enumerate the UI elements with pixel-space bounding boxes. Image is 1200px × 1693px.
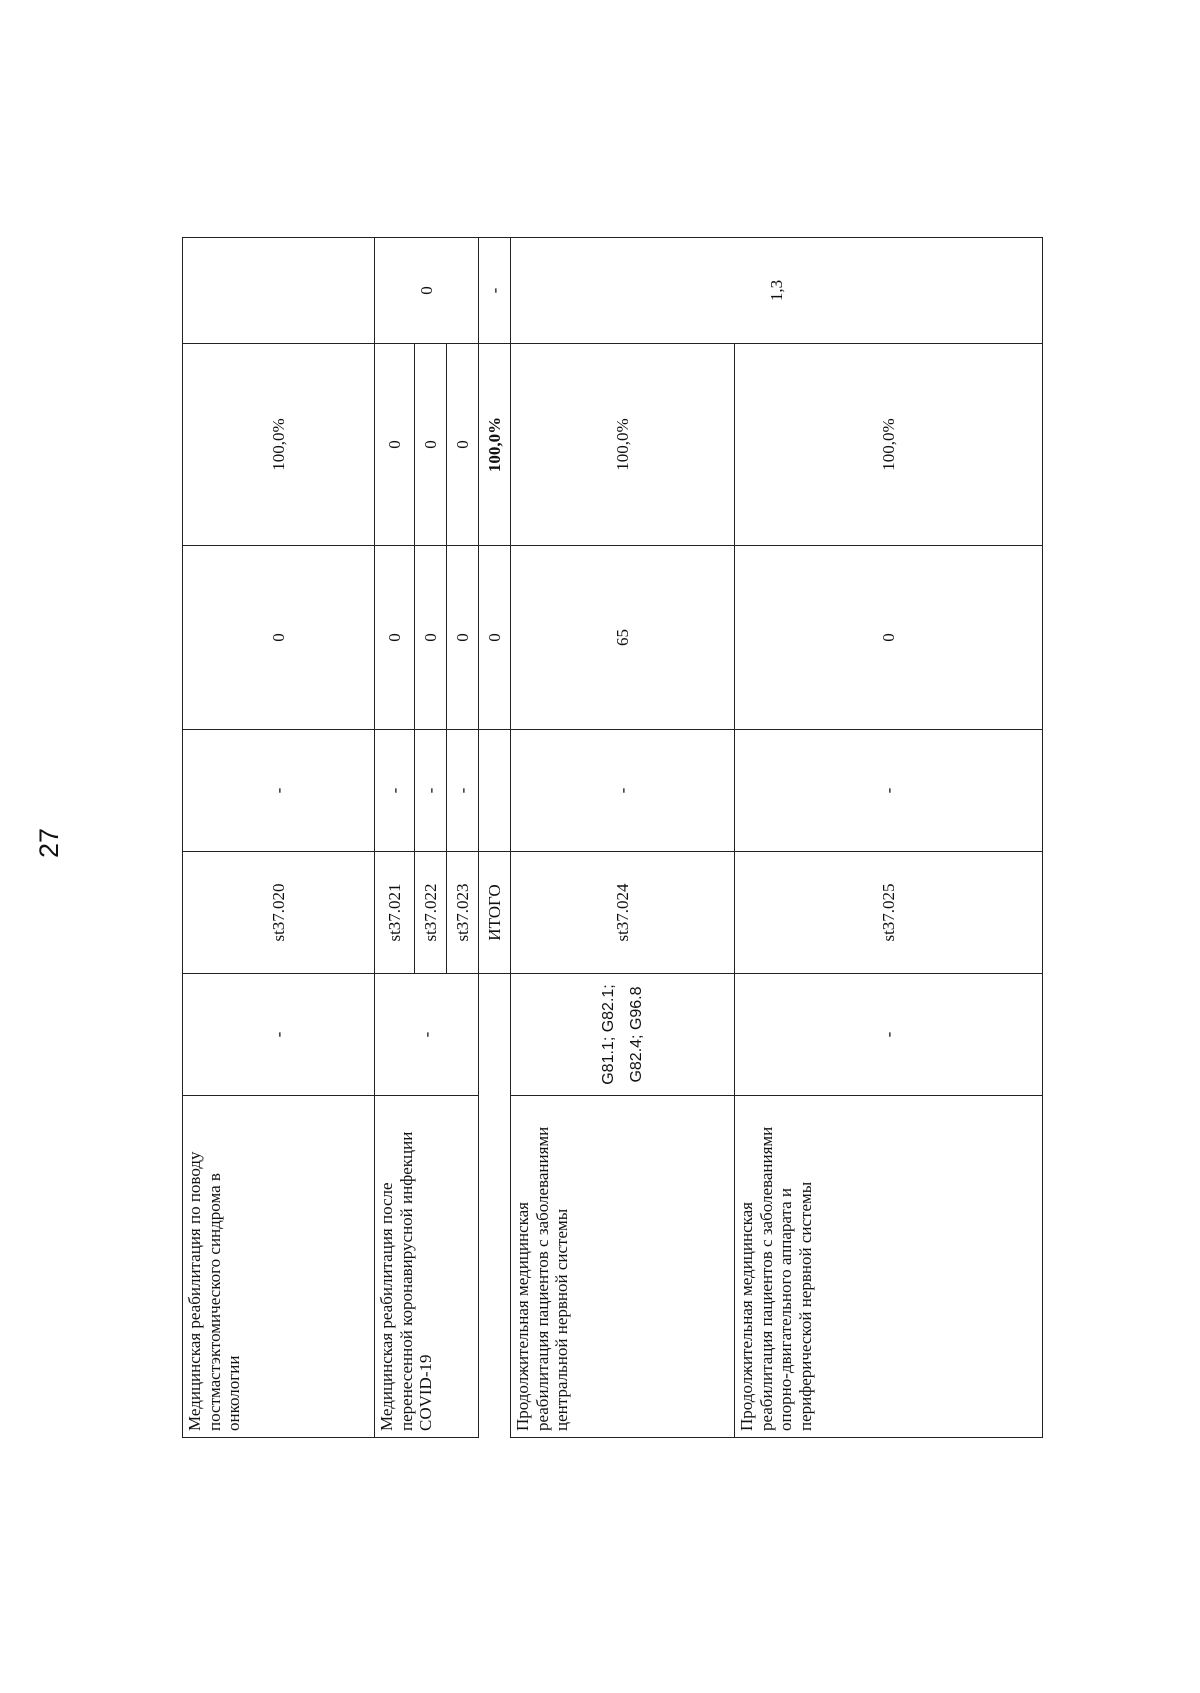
value-cell: 0	[375, 238, 479, 344]
table-row	[735, 238, 1043, 1438]
value-cell: -	[735, 730, 1043, 852]
table-row	[511, 238, 735, 1438]
value-cell: 0	[415, 344, 447, 546]
value-cell	[183, 238, 375, 344]
ksg-code-cell: st37.020	[183, 852, 375, 974]
table-row	[183, 238, 375, 1438]
value-cell: -	[415, 730, 447, 852]
value-cell: -	[183, 730, 375, 852]
value-cell: 0	[415, 546, 447, 730]
percent-cell: 100,0%	[511, 344, 735, 546]
value-cell: -	[447, 730, 479, 852]
empty-cell	[479, 730, 511, 852]
value-cell: 0	[447, 344, 479, 546]
value-cell: 65	[511, 546, 735, 730]
value-cell: 0	[479, 546, 511, 730]
ksg-code-cell: st37.022	[415, 852, 447, 974]
total-percent-cell: 100,0%	[479, 344, 511, 546]
table-row	[375, 238, 415, 1438]
value-cell: 0	[375, 546, 415, 730]
value-cell: -	[479, 238, 511, 344]
value-cell: -	[511, 730, 735, 852]
page-number: 27	[34, 827, 64, 858]
percent-cell: 100,0%	[735, 344, 1043, 546]
value-cell: 0	[375, 344, 415, 546]
rotated-table-container	[182, 238, 1042, 1438]
value-cell: 0	[735, 546, 1043, 730]
value-cell: 1,3	[511, 238, 1043, 344]
total-row	[479, 238, 511, 1438]
rehab-name-cell: Продолжительная медицинская реабилитация пациентов с заболеваниями опорно-двигательного аппарата и периферической нервной системы	[735, 1096, 1043, 1438]
value-cell: 0	[447, 546, 479, 730]
data-table	[182, 237, 1043, 1438]
value-cell: -	[375, 730, 415, 852]
percent-cell: 100,0%	[183, 344, 375, 546]
diagnosis-codes-cell: -	[183, 974, 375, 1096]
empty-cell	[479, 1096, 511, 1438]
value-cell: 0	[183, 546, 375, 730]
ksg-code-cell: st37.023	[447, 852, 479, 974]
empty-cell	[479, 974, 511, 1096]
diagnosis-codes-cell: G81.1; G82.1; G82.4; G96.8	[511, 974, 735, 1096]
ksg-code-cell: st37.021	[375, 852, 415, 974]
ksg-code-cell: st37.025	[735, 852, 1043, 974]
rehab-name-cell: Медицинская реабилитация по поводу постмастэктомического синдрома в онкологии	[183, 1096, 375, 1438]
ksg-code-cell: st37.024	[511, 852, 735, 974]
diagnosis-codes-cell: -	[375, 974, 479, 1096]
diagnosis-codes-cell: -	[735, 974, 1043, 1096]
total-label: ИТОГО	[479, 852, 511, 974]
rehab-name-cell: Продолжительная медицинская реабилитация пациентов с заболеваниями центральной нервной системы	[511, 1096, 735, 1438]
rehab-name-cell: Медицинская реабилитация после перенесенной коронавирусной инфекции COVID-19	[375, 1096, 479, 1438]
